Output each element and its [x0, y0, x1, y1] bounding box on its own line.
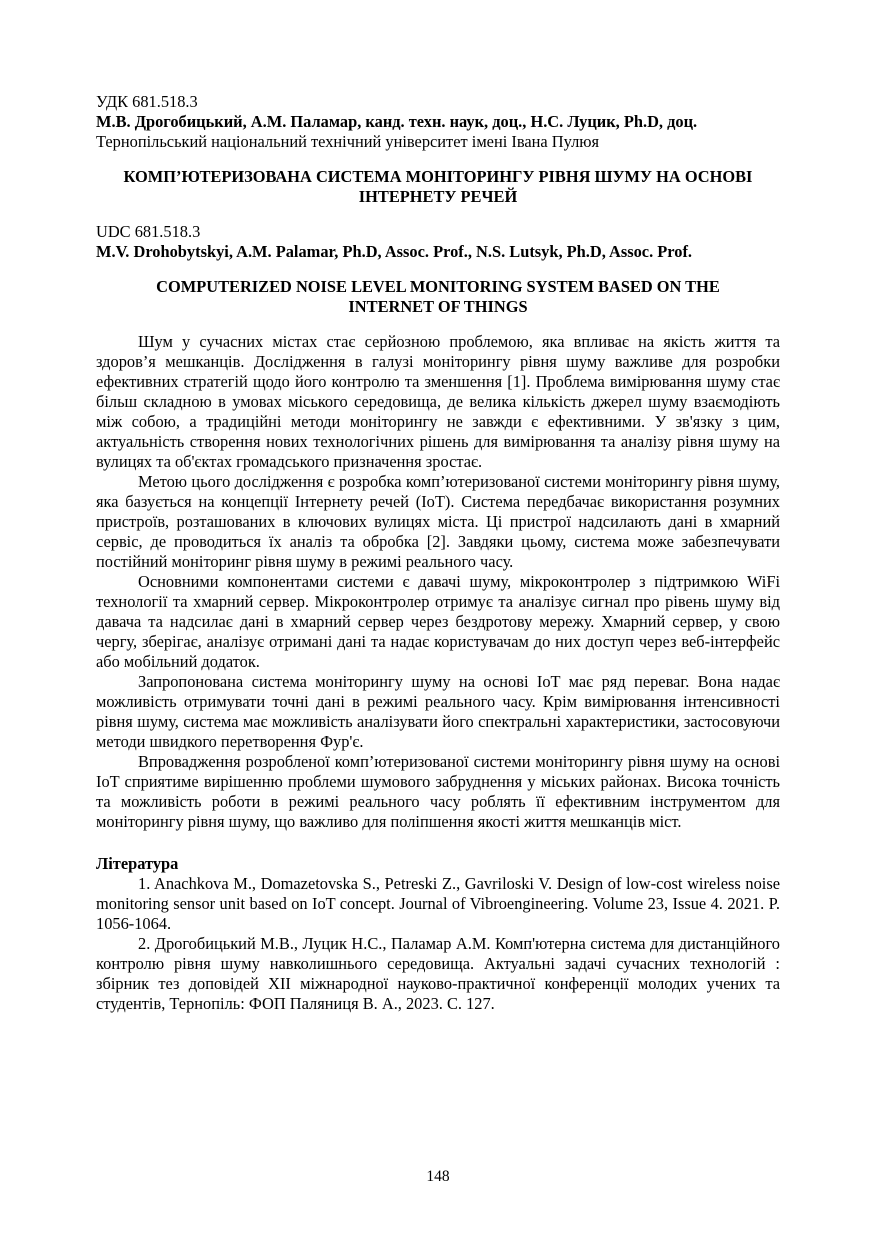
- title-en-line-2: INTERNET OF THINGS: [348, 297, 528, 316]
- references-heading: Література: [96, 854, 179, 873]
- page-number: 148: [426, 1168, 450, 1185]
- paragraph-1: Шум у сучасних містах стає серйозною проблемою, яка впливає на якість життя та здоров’я мешканців. Дослідження в галузі моніторингу рівня шуму важливе для розробки ефективних стратегій щодо його контролю та зменшення [1]. Проблема вимірювання шуму стає більш складною в умовах міського середовища, де велика кількість джерел шуму взаємодіють між собою, а традиційні методи моніторингу не завжди є ефективними. У зв'язку з цим, актуальність створення нових технологічних рішень для вимірювання та аналізу рівня шуму на вулицях та об'єктах громадського призначення зростає.: [96, 332, 780, 471]
- title-ua-line-1: КОМП’ЮТЕРИЗОВАНА СИСТЕМА МОНІТОРИНГУ РІВНЯ ШУМУ НА ОСНОВІ: [123, 167, 753, 186]
- body-text: [96, 332, 780, 832]
- affiliation-ua: Тернопільський національний технічний університет імені Івана Пулюя: [96, 132, 600, 151]
- paper-page: [96, 92, 780, 1014]
- references-list: [96, 874, 780, 1014]
- authors-en: M.V. Drohobytskyi, A.M. Palamar, Ph.D, Assoc. Prof., N.S. Lutsyk, Ph.D, Assoc. Prof.: [96, 242, 693, 261]
- reference-item-2: 2. Дрогобицький М.В., Луцик Н.С., Паламар А.М. Комп'ютерна система для дистанційного контролю рівня шуму навколишнього середовища. Актуальні задачі сучасних технологій : збірник тез доповідей XII міжнародної науково-практичної конференції молодих учених та студентів, Тернопіль: ФОП Паляниця В. А., 2023. С. 127.: [96, 934, 780, 1013]
- title-ua: [96, 167, 780, 207]
- udc-en: UDC 681.518.3: [96, 222, 201, 241]
- paragraph-3: Основними компонентами системи є давачі шуму, мікроконтролер з підтримкою WiFi технології та хмарний сервер. Мікроконтролер отримує та аналізує сигнал про рівень шуму від давача та надсилає дані в хмарний сервер через бездротову мережу. Хмарний сервер, у свою чергу, зберігає, аналізує отримані дані та надає користувачам до них доступ через веб-інтерфейс або мобільний додаток.: [96, 572, 780, 671]
- udc-ua: УДК 681.518.3: [96, 92, 198, 111]
- reference-item-1: 1. Anachkova M., Domazetovska S., Petreski Z., Gavriloski V. Design of low-cost wireless noise monitoring sensor unit based on IoT concept. Journal of Vibroengineering. Volume 23, Issue 4. 2021. P. 1056-1064.: [96, 874, 780, 933]
- title-ua-line-2: ІНТЕРНЕТУ РЕЧЕЙ: [358, 187, 518, 206]
- paragraph-2: Метою цього дослідження є розробка комп’ютеризованої системи моніторингу рівня шуму, яка базується на концепції Інтернету речей (IoT). Система передбачає використання розумних пристроїв, розташованих в ключових вулицях міста. Ці пристрої надсилають дані в хмарний сервіс, де проводиться їх аналіз та обробка [2]. Завдяки цьому, система може забезпечувати постійний моніторинг рівня шуму в режимі реального часу.: [96, 472, 780, 571]
- authors-ua: М.В. Дрогобицький, А.М. Паламар, канд. техн. наук, доц., Н.С. Луцик, Ph.D, доц.: [96, 112, 698, 131]
- paragraph-5: Впровадження розробленої комп’ютеризованої системи моніторингу рівня шуму на основі IoT сприятиме вирішенню проблеми шумового забруднення у міських районах. Висока точність та можливість роботи в режимі реального часу роблять її ефективним інструментом для моніторингу рівня шуму, що важливо для поліпшення якості життя мешканців міст.: [96, 752, 780, 831]
- title-en: [96, 277, 780, 317]
- ukrainian-header: [96, 92, 780, 152]
- paragraph-4: Запропонована система моніторингу шуму на основі IoT має ряд переваг. Вона надає можливість отримувати точні дані в режимі реального часу. Крім вимірювання інтенсивності рівня шуму, система має можливість аналізувати його спектральні характеристики, застосовуючи методи швидкого перетворення Фур'є.: [96, 672, 780, 751]
- english-header: [96, 222, 780, 262]
- title-en-line-1: COMPUTERIZED NOISE LEVEL MONITORING SYSTEM BASED ON THE: [156, 277, 720, 296]
